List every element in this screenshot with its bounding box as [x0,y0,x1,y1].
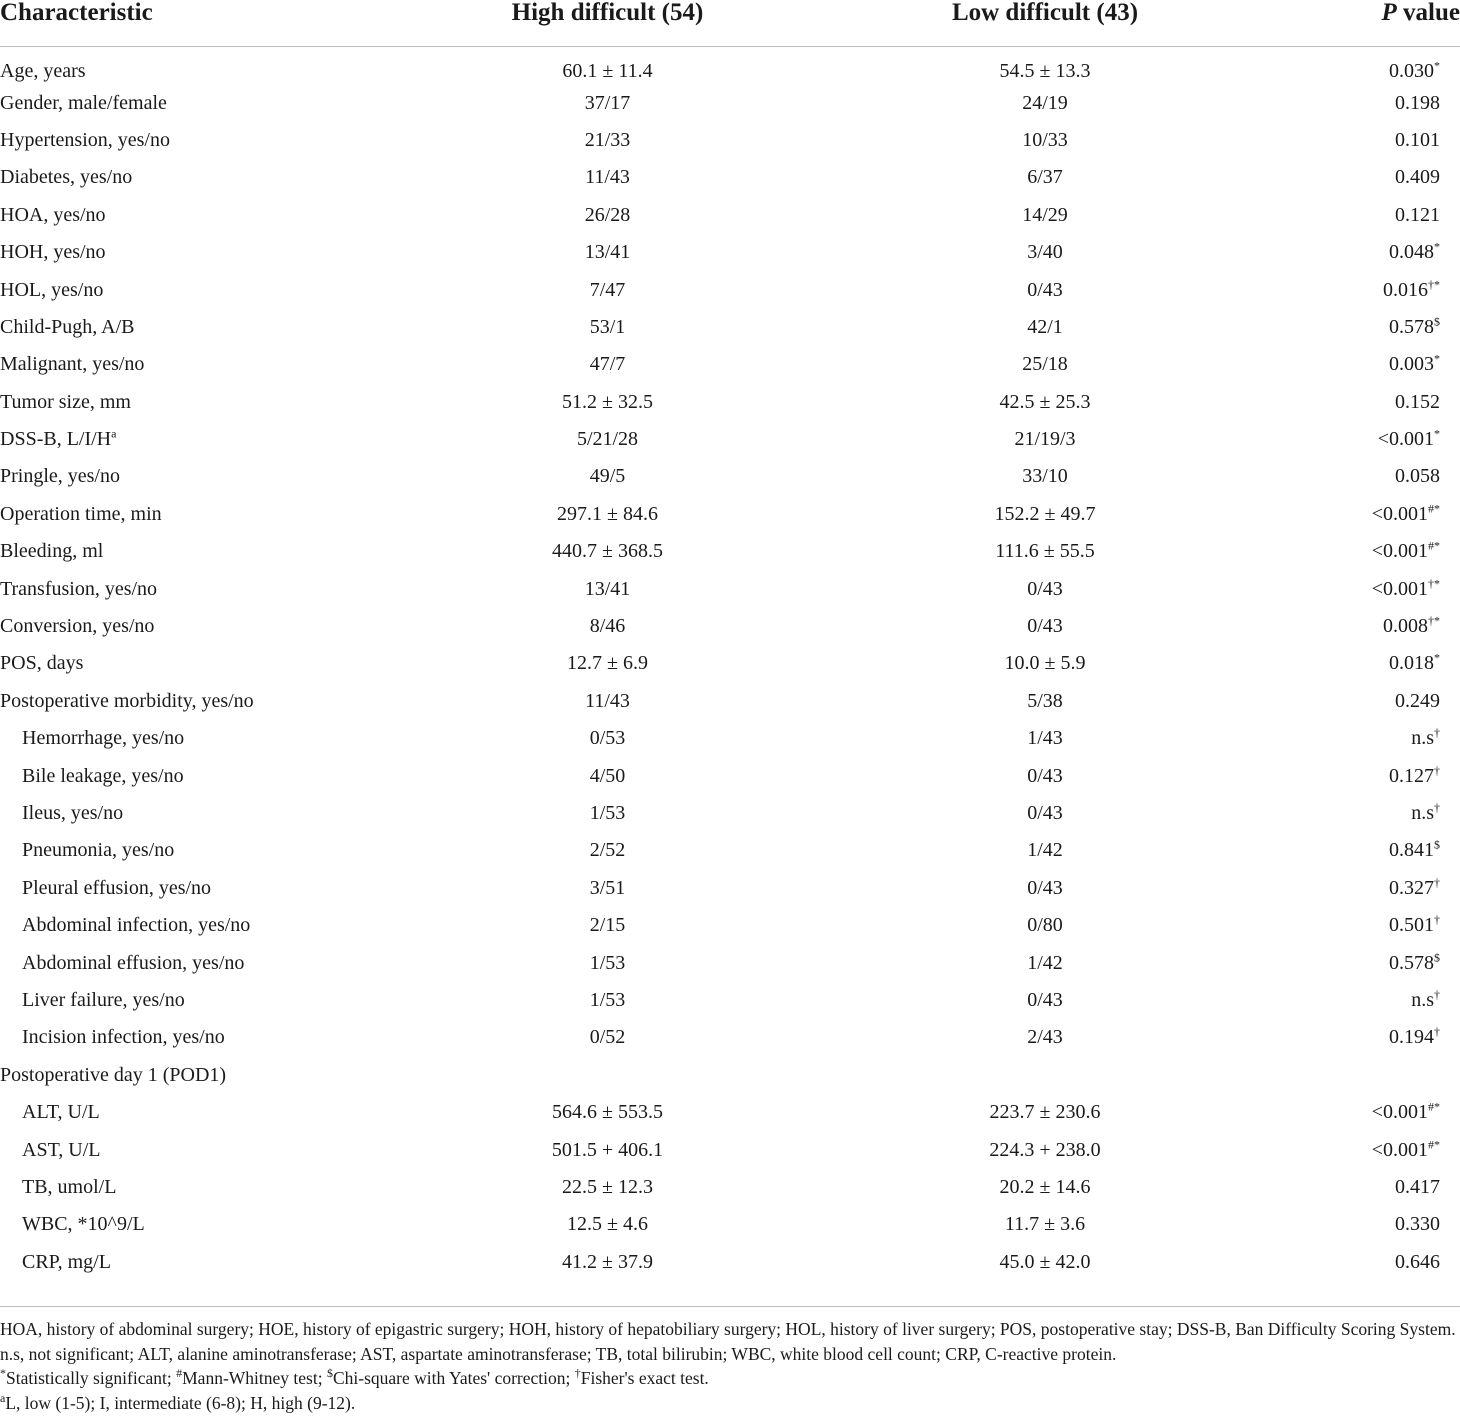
p-value-text: n.s [1411,988,1434,1011]
header-p-rest: value [1396,0,1460,26]
row-low-difficult-value: 42.5 ± 25.3 [999,390,1091,413]
row-label: Ileus, yes/no [22,802,124,824]
p-value-superscript: * [1434,351,1440,366]
footnote-star-text: Statistically significant; [6,1368,177,1388]
row-p-value [1295,944,1460,981]
row-high-difficult-value: 440.7 ± 368.5 [552,540,663,563]
row-low-difficult-value: 0/43 [1027,577,1063,600]
row-characteristic [0,159,420,196]
table-row [0,383,1460,420]
row-low-difficult-value: 3/40 [1027,241,1063,264]
table-row [0,346,1460,383]
row-low-difficult-value: 1/42 [1027,951,1063,974]
row-high-difficult-value: 22.5 ± 12.3 [562,1175,653,1198]
p-value-text: n.s [1411,727,1434,750]
row-label: HOH, yes/no [0,241,106,264]
row-high-difficult-value: 1/53 [589,988,626,1011]
row-characteristic [0,757,420,794]
row-low-difficult-value: 33/10 [1022,465,1068,488]
p-value-superscript: * [1434,650,1440,665]
row-characteristic [0,607,420,644]
table-row [0,570,1460,607]
row-high-difficult-value: 13/41 [584,241,631,264]
p-value-text: n.s [1411,802,1434,824]
row-high-difficult-value: 2/52 [589,839,626,862]
p-value-text: 0.417 [1395,1175,1440,1198]
row-low-difficult-value [795,1056,1295,1093]
p-value-text: 0.327 [1389,876,1434,899]
row-low-difficult-value: 0/43 [1027,988,1063,1011]
row-high-difficult-value: 21/33 [584,128,631,151]
row-label: WBC, *10^9/L [22,1213,145,1236]
footnote-dss-symbol: a [0,1390,6,1405]
p-value-superscript: * [1434,58,1440,73]
row-characteristic [0,47,420,84]
row-characteristic [0,420,420,457]
row-characteristic [0,794,420,831]
row-label: CRP, mg/L [22,1250,111,1273]
p-value-text: 0.121 [1395,203,1440,226]
table-row [0,906,1460,943]
table-row [0,47,1460,84]
p-value-superscript: #* [1428,501,1440,516]
row-label: Abdominal effusion, yes/no [22,951,245,974]
row-p-value [1295,1206,1460,1243]
row-low-difficult-value: 1/43 [1027,727,1063,750]
row-high-difficult-value: 1/53 [589,951,626,974]
p-value-superscript: #* [1428,1099,1440,1114]
table-row [0,1168,1460,1205]
p-value-superscript: $ [1434,949,1440,964]
table-row [0,720,1460,757]
row-p-value [1295,159,1460,196]
row-characteristic [0,1206,420,1243]
table-row [0,1206,1460,1243]
table-row [0,271,1460,308]
row-characteristic [0,682,420,719]
row-characteristic [0,645,420,682]
row-label: Postoperative morbidity, yes/no [0,689,254,712]
row-p-value [1295,794,1460,831]
p-value-text: 0.127 [1389,764,1434,787]
row-p-value [1295,981,1460,1018]
p-value-text: 0.101 [1395,128,1440,151]
footnote-hash-text: Mann-Whitney test; [182,1368,327,1388]
footnote-dollar-text: Chi-square with Yates' correction; [332,1368,575,1388]
row-characteristic [0,458,420,495]
row-low-difficult-value: 24/19 [1022,91,1068,114]
row-p-value [1295,458,1460,495]
row-p-value [1295,346,1460,383]
row-label: Postoperative day 1 (POD1) [0,1063,227,1086]
row-low-difficult-value: 25/18 [1022,353,1068,376]
table-row [0,869,1460,906]
table-footnotes [0,1306,1460,1415]
row-high-difficult-value: 12.5 ± 4.6 [567,1213,648,1236]
row-low-difficult-value: 152.2 ± 49.7 [994,502,1096,525]
row-label: POS, days [0,652,84,675]
table-row [0,607,1460,644]
row-high-difficult-value: 297.1 ± 84.6 [557,502,658,525]
row-label: ALT, U/L [22,1101,100,1124]
row-high-difficult-value: 8/46 [589,615,626,638]
table-row [0,1131,1460,1168]
p-value-superscript: † [1434,875,1440,890]
row-characteristic [0,1168,420,1205]
row-low-difficult-value: 223.7 ± 230.6 [989,1101,1101,1124]
row-characteristic [0,1243,420,1280]
table-row [0,196,1460,233]
table-row [0,757,1460,794]
footnote-hash-symbol: # [176,1366,183,1381]
table-row [0,533,1460,570]
header-p-value [1295,0,1460,47]
row-label: Incision infection, yes/no [22,1026,225,1049]
table-row [0,645,1460,682]
row-label: HOA, yes/no [0,203,106,226]
row-low-difficult-value: 42/1 [1027,315,1063,338]
row-high-difficult-value: 11/43 [585,689,630,712]
row-p-value [1295,832,1460,869]
row-low-difficult-value: 14/29 [1022,203,1068,226]
row-p-value [1295,1131,1460,1168]
row-high-difficult-value: 5/21/28 [576,428,639,451]
p-value-text: 0.249 [1395,689,1440,712]
footnote-dagger-text: Fisher's exact test. [580,1368,709,1388]
row-low-difficult-value: 45.0 ± 42.0 [999,1250,1091,1273]
row-high-difficult-value: 53/1 [589,315,626,338]
row-low-difficult-value: 0/43 [1027,876,1063,899]
row-low-difficult-value: 1/42 [1027,839,1063,862]
row-low-difficult-value: 11.7 ± 3.6 [1004,1213,1086,1236]
table-row [0,832,1460,869]
row-characteristic [0,308,420,345]
table-row [0,84,1460,121]
p-value-superscript: * [1434,426,1440,441]
p-value-text: 0.018 [1389,652,1434,675]
footnote-dagger-symbol: † [574,1366,581,1381]
p-value-superscript: † [1434,762,1440,777]
row-low-difficult-value: 2/43 [1027,1026,1063,1049]
row-label: Transfusion, yes/no [0,577,158,600]
row-label: Operation time, min [0,502,162,525]
row-low-difficult-value: 0/80 [1027,914,1063,937]
row-low-difficult-value: 10.0 ± 5.9 [1004,652,1086,675]
row-high-difficult-value: 37/17 [584,91,631,114]
p-value-superscript: † [1434,1024,1440,1039]
table-row [0,1093,1460,1130]
table-row [0,981,1460,1018]
row-high-difficult-value: 501.5 + 406.1 [551,1138,664,1161]
table-row [0,458,1460,495]
row-high-difficult-value: 26/28 [584,203,631,226]
p-value-text: 0.409 [1395,166,1440,189]
row-low-difficult-value: 21/19/3 [1014,428,1076,451]
row-high-difficult-value: 49/5 [589,465,626,488]
footnote-statistics [0,1366,1460,1391]
p-value-text: 0.646 [1395,1250,1440,1273]
table-row [0,1056,1460,1093]
table-row [0,944,1460,981]
table-row [0,420,1460,457]
p-value-superscript: * [1434,239,1440,254]
row-label: Diabetes, yes/no [0,166,133,189]
footnote-dss-text: L, low (1-5); I, intermediate (6-8); H, high (9-12). [5,1392,356,1413]
row-label-superscript: a [111,426,117,441]
p-value-superscript: †* [1428,276,1440,291]
row-characteristic [0,495,420,532]
table-row [0,794,1460,831]
row-characteristic [0,869,420,906]
p-value-text: 0.330 [1395,1213,1440,1236]
row-label: Hemorrhage, yes/no [22,727,185,750]
row-low-difficult-value: 10/33 [1022,128,1068,151]
row-characteristic [0,383,420,420]
row-label: Pringle, yes/no [0,465,120,488]
row-characteristic [0,906,420,943]
table-row [0,1243,1460,1280]
row-label: TB, umol/L [22,1175,117,1198]
row-characteristic [0,1131,420,1168]
p-value-text: 0.198 [1395,91,1440,114]
row-p-value [1295,906,1460,943]
row-label: Pneumonia, yes/no [22,839,175,862]
row-p-value [1295,720,1460,757]
row-p-value [1295,1019,1460,1056]
row-high-difficult-value: 3/51 [589,876,626,899]
p-value-text: <0.001 [1371,540,1428,563]
row-characteristic [0,1093,420,1130]
row-label: Bleeding, ml [0,540,104,563]
row-low-difficult-value: 0/43 [1027,278,1063,301]
row-characteristic [0,271,420,308]
row-low-difficult-value: 54.5 ± 13.3 [999,60,1091,83]
table-row [0,233,1460,270]
row-p-value [1295,1168,1460,1205]
table-row [0,121,1460,158]
row-characteristic [0,570,420,607]
row-high-difficult-value: 0/52 [589,1026,626,1049]
row-characteristic [0,832,420,869]
p-value-superscript: † [1434,725,1440,740]
row-p-value [1295,121,1460,158]
table-body [0,47,1460,1281]
p-value-superscript: #* [1428,1136,1440,1151]
table-row [0,495,1460,532]
row-high-difficult-value: 41.2 ± 37.9 [562,1250,653,1273]
row-high-difficult-value: 4/50 [589,764,626,787]
table-header-row [0,0,1460,47]
row-label: Abdominal infection, yes/no [22,914,251,937]
p-value-superscript: † [1434,987,1440,1002]
row-characteristic [0,1019,420,1056]
p-value-text: 0.841 [1389,839,1434,862]
row-p-value [1295,682,1460,719]
row-p-value [1295,1093,1460,1130]
row-low-difficult-value: 6/37 [1027,166,1063,189]
table-row [0,159,1460,196]
row-high-difficult-value: 0/53 [589,727,626,750]
p-value-superscript: † [1434,800,1440,815]
row-p-value [1295,533,1460,570]
row-characteristic [0,981,420,1018]
footnote-dollar-symbol: $ [326,1366,333,1381]
footnote-abbreviations: HOA, history of abdominal surgery; HOE, history of epigastric surgery; HOH, history of hepatobiliary surgery; HOL, history of liver surgery; POS, postoperative stay; DSS-B, Ban Difficulty Scoring System. n.s, not significant; ALT, alanine aminotransferase; AST, aspartate aminotransferase; TB, total bilirubin; WBC, white blood cell count; CRP, C-reactive protein. [0,1319,1456,1364]
p-value-text: <0.001 [1371,502,1428,525]
header-p-italic: P [1381,0,1397,26]
p-value-text: <0.001 [1371,577,1428,600]
row-p-value [1295,645,1460,682]
p-value-superscript: † [1434,912,1440,927]
row-p-value [1295,1056,1460,1093]
p-value-text: <0.001 [1371,1101,1428,1124]
row-p-value [1295,869,1460,906]
p-value-text: 0.578 [1389,315,1434,338]
row-high-difficult-value: 51.2 ± 32.5 [562,390,653,413]
footnote-dss [0,1391,1460,1416]
p-value-superscript: †* [1428,613,1440,628]
row-label: Bile leakage, yes/no [22,764,184,787]
row-p-value [1295,420,1460,457]
row-characteristic [0,1056,420,1093]
row-label: Hypertension, yes/no [0,128,170,151]
row-label: HOL, yes/no [0,278,104,301]
p-value-text: <0.001 [1371,1138,1428,1161]
row-label: Conversion, yes/no [0,615,155,638]
table-row [0,308,1460,345]
p-value-text: 0.501 [1389,914,1434,937]
p-value-superscript: $ [1434,837,1440,852]
p-value-text: 0.578 [1389,951,1434,974]
p-value-text: <0.001 [1377,428,1434,451]
row-high-difficult-value: 1/53 [589,802,626,824]
row-low-difficult-value: 0/43 [1027,764,1063,787]
row-characteristic [0,533,420,570]
row-high-difficult-value: 13/41 [584,577,631,600]
row-low-difficult-value: 0/43 [1027,802,1063,824]
row-characteristic [0,944,420,981]
row-p-value [1295,308,1460,345]
table-row [0,682,1460,719]
row-label: Tumor size, mm [0,390,131,413]
p-value-text: 0.048 [1389,241,1434,264]
row-label: Child-Pugh, A/B [0,315,135,338]
row-p-value [1295,570,1460,607]
header-low-difficult: Low difficult (43) [951,0,1139,26]
row-label: Liver failure, yes/no [22,988,185,1011]
footnote-star-symbol: * [0,1366,6,1381]
row-label: AST, U/L [22,1138,101,1161]
p-value-text: 0.152 [1395,390,1440,413]
row-low-difficult-value: 111.6 ± 55.5 [995,540,1095,563]
row-high-difficult-value [420,1056,795,1093]
row-high-difficult-value: 11/43 [585,166,630,189]
row-p-value [1295,383,1460,420]
row-p-value [1295,607,1460,644]
row-p-value [1295,495,1460,532]
p-value-text: 0.058 [1395,465,1440,488]
p-value-text: 0.030 [1389,60,1434,83]
row-low-difficult-value: 224.3 + 238.0 [989,1138,1101,1161]
p-value-text: 0.008 [1383,615,1428,638]
row-high-difficult-value: 60.1 ± 11.4 [562,60,653,83]
p-value-text: 0.194 [1389,1026,1434,1049]
row-high-difficult-value: 564.6 ± 553.5 [552,1101,663,1124]
row-p-value [1295,196,1460,233]
p-value-text: 0.003 [1389,353,1434,376]
row-low-difficult-value: 0/43 [1027,615,1063,638]
row-p-value [1295,233,1460,270]
p-value-superscript: †* [1428,576,1440,590]
row-high-difficult-value: 12.7 ± 6.9 [567,652,648,675]
row-characteristic [0,196,420,233]
row-label: Gender, male/female [0,91,167,114]
row-p-value [1295,84,1460,121]
row-characteristic [0,233,420,270]
table-row [0,1019,1460,1056]
row-label: DSS-B, L/I/H [0,428,112,451]
row-label: Age, years [0,60,86,83]
row-p-value [1295,47,1460,84]
row-label: Malignant, yes/no [0,353,145,376]
row-p-value [1295,271,1460,308]
p-value-superscript: #* [1428,538,1440,553]
row-characteristic [0,720,420,757]
row-low-difficult-value: 20.2 ± 14.6 [999,1175,1091,1198]
row-p-value [1295,1243,1460,1280]
row-characteristic [0,346,420,383]
row-high-difficult-value: 2/15 [589,914,626,937]
row-low-difficult-value: 5/38 [1027,689,1063,712]
row-high-difficult-value: 47/7 [589,353,626,376]
row-characteristic [0,121,420,158]
header-characteristic: Characteristic [0,0,153,26]
row-characteristic [0,84,420,121]
p-value-superscript: $ [1434,314,1440,329]
p-value-text: 0.016 [1383,278,1428,301]
header-high-difficult: High difficult (54) [511,0,704,26]
row-p-value [1295,757,1460,794]
row-high-difficult-value: 7/47 [589,278,626,301]
row-label: Pleural effusion, yes/no [22,876,212,899]
